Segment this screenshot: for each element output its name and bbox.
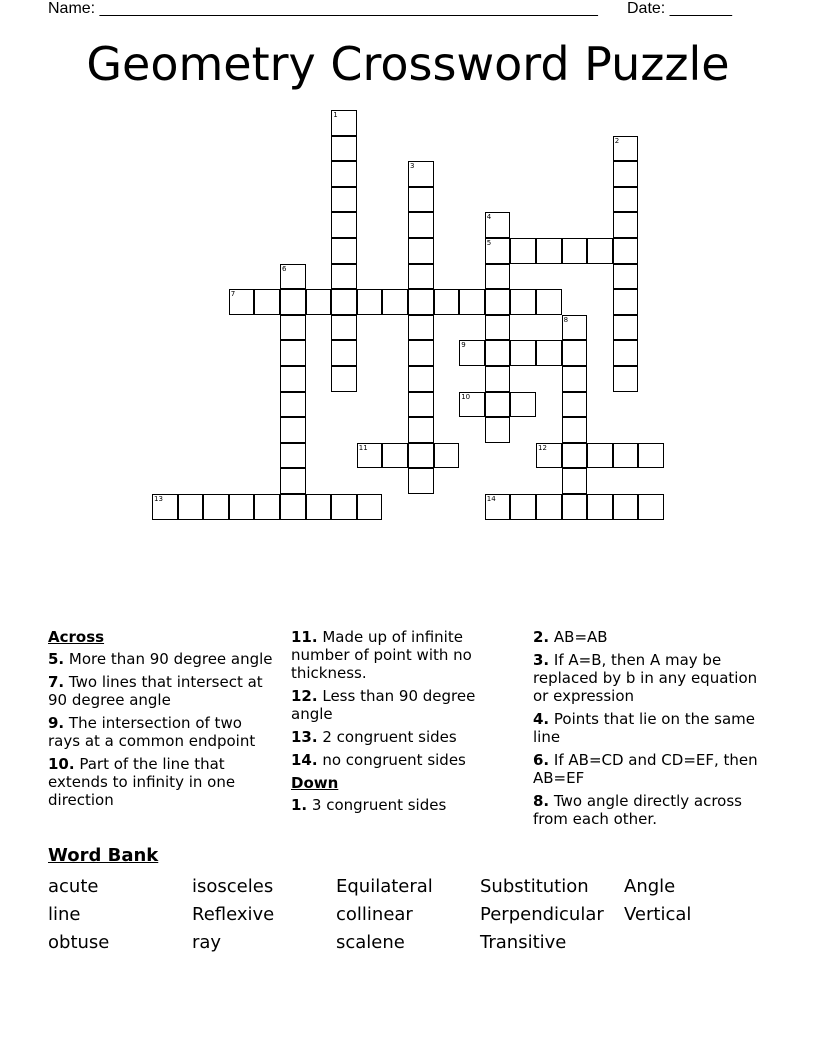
- crossword-cell[interactable]: [331, 366, 357, 392]
- word-bank-word: scalene: [336, 932, 405, 953]
- crossword-cell[interactable]: [485, 340, 511, 366]
- across-heading: Across: [48, 628, 105, 646]
- crossword-cell[interactable]: [459, 392, 485, 418]
- crossword-cell[interactable]: [587, 494, 613, 520]
- crossword-cell[interactable]: [485, 315, 511, 341]
- crossword-cell[interactable]: [613, 212, 639, 238]
- crossword-cell[interactable]: [485, 494, 511, 520]
- crossword-cell[interactable]: [562, 392, 588, 418]
- crossword-cell[interactable]: [562, 443, 588, 469]
- crossword-cell[interactable]: [562, 417, 588, 443]
- crossword-cell[interactable]: [280, 340, 306, 366]
- crossword-cell[interactable]: [613, 238, 639, 264]
- crossword-cell[interactable]: [510, 494, 536, 520]
- crossword-cell[interactable]: [331, 264, 357, 290]
- crossword-cell[interactable]: [408, 366, 434, 392]
- crossword-cell[interactable]: [408, 289, 434, 315]
- crossword-cell[interactable]: [613, 161, 639, 187]
- name-field[interactable]: Name: ________________________________________________________: [48, 0, 598, 17]
- crossword-cell[interactable]: [613, 289, 639, 315]
- crossword-cell[interactable]: [331, 315, 357, 341]
- crossword-cell[interactable]: [562, 366, 588, 392]
- word-bank-word: Perpendicular: [480, 904, 604, 925]
- crossword-cell[interactable]: [408, 161, 434, 187]
- page-title: Geometry Crossword Puzzle: [86, 37, 730, 91]
- clue-number: 9: [461, 341, 466, 350]
- crossword-cell[interactable]: [536, 494, 562, 520]
- word-bank-word: collinear: [336, 904, 413, 925]
- crossword-cell[interactable]: [485, 264, 511, 290]
- crossword-cell[interactable]: [382, 443, 408, 469]
- crossword-cell[interactable]: [331, 212, 357, 238]
- word-bank-word: obtuse: [48, 932, 110, 953]
- clue-across-13: 13. 2 congruent sides: [291, 728, 457, 746]
- crossword-cell[interactable]: [229, 494, 255, 520]
- crossword-cell[interactable]: [229, 289, 255, 315]
- crossword-cell[interactable]: [203, 494, 229, 520]
- crossword-cell[interactable]: [613, 264, 639, 290]
- word-bank-word: Reflexive: [192, 904, 275, 925]
- crossword-cell[interactable]: [331, 340, 357, 366]
- crossword-cell[interactable]: [485, 366, 511, 392]
- clue-number: 7: [230, 290, 236, 299]
- crossword-cell[interactable]: [408, 264, 434, 290]
- crossword-cell[interactable]: [638, 494, 664, 520]
- clue-number: 3: [410, 162, 415, 171]
- crossword-cell[interactable]: [331, 289, 357, 315]
- word-bank-word: Transitive: [480, 932, 567, 953]
- crossword-cell[interactable]: [613, 443, 639, 469]
- crossword-cell[interactable]: [613, 315, 639, 341]
- clues-column-1: [48, 628, 278, 814]
- clue-down-8: 8. Two angle directly across from each other.: [533, 792, 742, 828]
- crossword-cell[interactable]: [485, 238, 511, 264]
- crossword-cell[interactable]: [408, 443, 434, 469]
- crossword-cell[interactable]: [459, 340, 485, 366]
- crossword-cell[interactable]: [331, 238, 357, 264]
- crossword-cell[interactable]: [331, 136, 357, 162]
- clue-down-1: 1. 3 congruent sides: [291, 796, 447, 814]
- crossword-cell[interactable]: [408, 340, 434, 366]
- crossword-cell[interactable]: [587, 238, 613, 264]
- word-bank-word: ray: [192, 932, 222, 953]
- crossword-cell[interactable]: [280, 443, 306, 469]
- crossword-cell[interactable]: [536, 443, 562, 469]
- clue-number: 11: [358, 443, 368, 452]
- crossword-cell[interactable]: [562, 494, 588, 520]
- crossword-cell[interactable]: [510, 340, 536, 366]
- crossword-cell[interactable]: [408, 417, 434, 443]
- clue-across-7: 7. Two lines that intersect at 90 degree angle: [48, 673, 263, 709]
- crossword-cell[interactable]: [536, 340, 562, 366]
- clue-number: 12: [538, 443, 547, 452]
- crossword-cell[interactable]: [485, 392, 511, 418]
- word-bank-word: acute: [48, 876, 99, 897]
- crossword-cell[interactable]: [408, 315, 434, 341]
- crossword-cell[interactable]: [331, 161, 357, 187]
- crossword-cell[interactable]: [152, 494, 178, 520]
- crossword-cell[interactable]: [280, 392, 306, 418]
- clue-across-14: 14. no congruent sides: [291, 751, 466, 769]
- crossword-cell[interactable]: [331, 187, 357, 213]
- crossword-cell[interactable]: [357, 494, 383, 520]
- clue-across-10: 10. Part of the line that extends to infinity in one direction: [48, 755, 236, 809]
- crossword-cell[interactable]: [408, 212, 434, 238]
- crossword-cell[interactable]: [331, 110, 357, 136]
- crossword-cell[interactable]: [485, 212, 511, 238]
- word-bank-word: isosceles: [192, 876, 274, 897]
- crossword-cell[interactable]: [613, 366, 639, 392]
- clue-number: 6: [282, 264, 287, 273]
- clue-number: 13: [154, 495, 163, 503]
- crossword-cell[interactable]: [638, 443, 664, 469]
- crossword-cell[interactable]: [613, 136, 639, 162]
- crossword-cell[interactable]: [254, 494, 280, 520]
- crossword-cell[interactable]: [306, 494, 332, 520]
- crossword-cell[interactable]: [485, 417, 511, 443]
- crossword-cell[interactable]: [382, 289, 408, 315]
- crossword-cell[interactable]: [510, 289, 536, 315]
- crossword-cell[interactable]: [510, 238, 536, 264]
- clue-number: 5: [486, 239, 492, 247]
- crossword-cell[interactable]: [254, 289, 280, 315]
- word-bank-word: Substitution: [480, 876, 589, 897]
- clue-number: 14: [486, 495, 496, 503]
- down-heading: Down: [291, 774, 339, 792]
- crossword-cell[interactable]: [178, 494, 204, 520]
- clue-across-5: 5. More than 90 degree angle: [48, 650, 273, 668]
- clue-across-11: 11. Made up of infinite number of point with no thickness.: [291, 628, 472, 682]
- word-bank-word: Angle: [624, 876, 676, 897]
- crossword-cell[interactable]: [613, 187, 639, 213]
- crossword-cell[interactable]: [331, 494, 357, 520]
- crossword-cell[interactable]: [280, 366, 306, 392]
- crossword-cell[interactable]: [613, 494, 639, 520]
- clue-number: 10: [461, 392, 471, 401]
- crossword-cell[interactable]: [408, 392, 434, 418]
- crossword-cell[interactable]: [510, 392, 536, 418]
- clue-number: 1: [333, 111, 338, 119]
- crossword-cell[interactable]: [562, 340, 588, 366]
- crossword-cell[interactable]: [306, 289, 332, 315]
- clues-column-2: [291, 628, 516, 819]
- crossword-cell[interactable]: [536, 289, 562, 315]
- word-bank-word: Vertical: [624, 904, 692, 925]
- crossword-cell[interactable]: [485, 289, 511, 315]
- crossword-cell[interactable]: [459, 289, 485, 315]
- crossword-cell[interactable]: [434, 443, 460, 469]
- clue-number: 2: [614, 136, 620, 145]
- crossword-cell[interactable]: [434, 289, 460, 315]
- crossword-cell[interactable]: [408, 238, 434, 264]
- clue-across-9: 9. The intersection of two rays at a common endpoint: [48, 714, 256, 750]
- crossword-cell[interactable]: [280, 315, 306, 341]
- clue-down-3: 3. If A=B, then A may be replaced by b in any equation or expression: [533, 651, 758, 705]
- clue-down-6: 6. If AB=CD and CD=EF, then AB=EF: [533, 751, 758, 787]
- clue-down-2: 2. AB=AB: [533, 628, 608, 646]
- crossword-cell[interactable]: [408, 468, 434, 494]
- clue-down-4: 4. Points that lie on the same line: [533, 710, 755, 746]
- crossword-cell[interactable]: [562, 315, 588, 341]
- crossword-cell[interactable]: [562, 468, 588, 494]
- crossword-cell[interactable]: [562, 238, 588, 264]
- crossword-cell[interactable]: [280, 289, 306, 315]
- clue-across-12: 12. Less than 90 degree angle: [291, 687, 476, 723]
- crossword-cell[interactable]: [357, 289, 383, 315]
- crossword-cell[interactable]: [357, 443, 383, 469]
- clue-number: 4: [486, 213, 492, 222]
- crossword-cell[interactable]: [280, 264, 306, 290]
- date-field[interactable]: Date: _______: [627, 0, 732, 17]
- word-bank-word: line: [48, 904, 81, 925]
- crossword-cell[interactable]: [280, 468, 306, 494]
- crossword-cell[interactable]: [408, 187, 434, 213]
- clue-number: 8: [563, 315, 569, 324]
- crossword-cell[interactable]: [536, 238, 562, 264]
- clues-column-3: [533, 628, 763, 833]
- word-bank-word: Equilateral: [336, 876, 433, 897]
- crossword-cell[interactable]: [280, 417, 306, 443]
- crossword-cell[interactable]: [587, 443, 613, 469]
- word-bank-title: Word Bank: [48, 845, 159, 866]
- crossword-cell[interactable]: [280, 494, 306, 520]
- crossword-cell[interactable]: [613, 340, 639, 366]
